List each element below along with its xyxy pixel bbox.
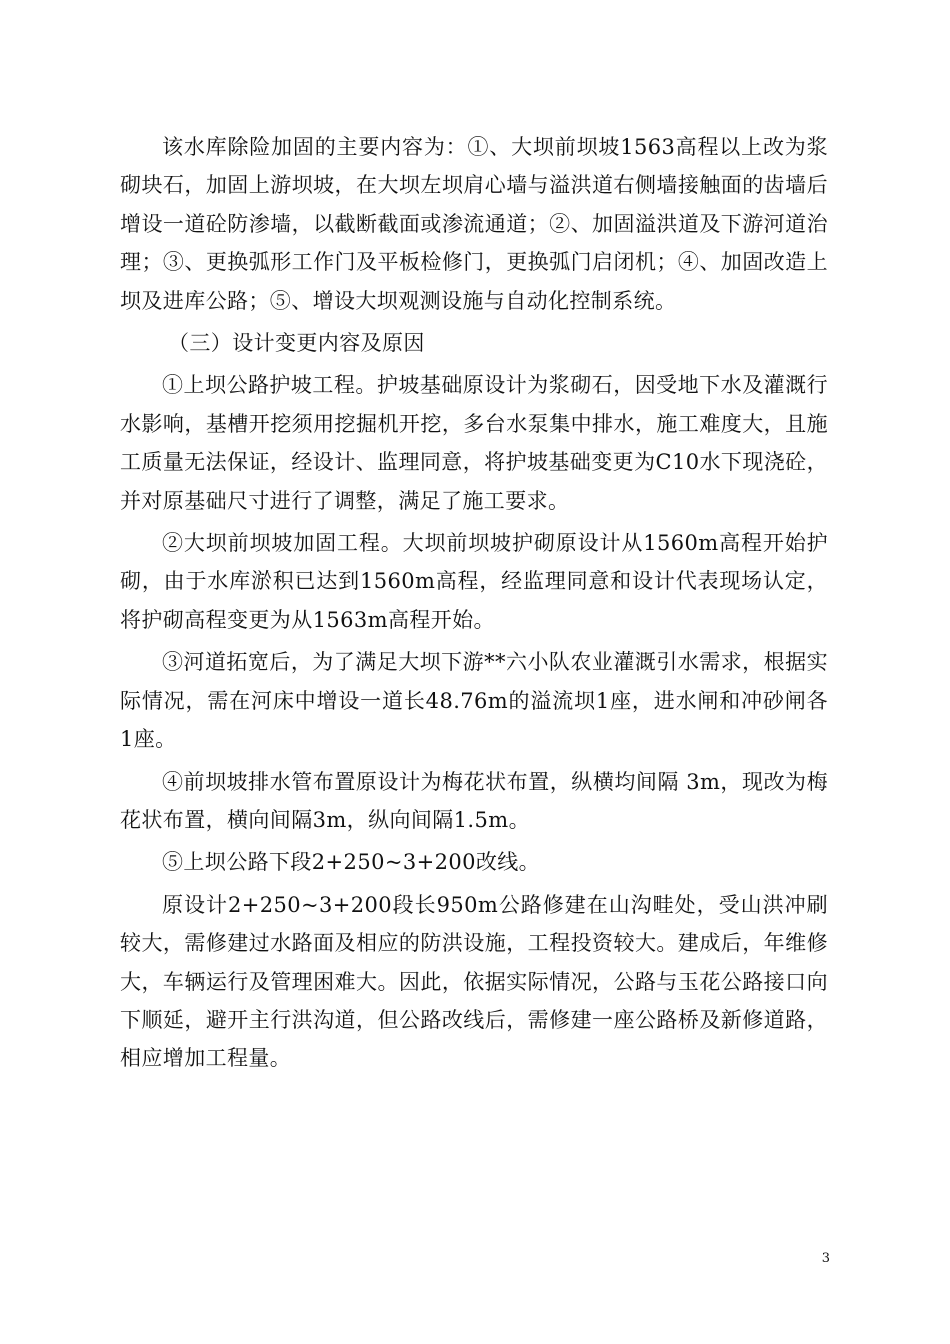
paragraph-item-5-detail: 原设计2+250~3+200段长950m公路修建在山沟畦处，受山洪冲刷较大，需修建过水路面及相应的防洪设施，工程投资较大。建成后，年维修大，车辆运行及管理困难大。因此，依据实际情况，公路与玉花公路接口向下顺延，避开主行洪沟道，但公路改线后，需修建一座公路桥及新修道路，相应增加工程量。 bbox=[120, 892, 828, 1071]
section-heading-design-change: （三）设计变更内容及原因 bbox=[168, 331, 425, 356]
paragraph-item-5: ⑤上坝公路下段2+250~3+200改线。 bbox=[162, 850, 541, 875]
paragraph-item-3: ③河道拓宽后，为了满足大坝下游**六小队农业灌溉引水需求，根据实际情况，需在河床中增设一道长48.76m的溢流坝1座，进水闸和冲砂闸各1座。 bbox=[120, 650, 828, 752]
paragraph-main-content: 该水库除险加固的主要内容为：①、大坝前坝坡1563高程以上改为浆砌块石，加固上游坝坡，在大坝左坝肩心墙与溢洪道右侧墙接触面的齿墙后增设一道砼防渗墙，以截断截面或渗流通道；②、加固溢洪道及下游河道治理；③、更换弧形工作门及平板检修门，更换弧门启闭机；④、加固改造上坝及进库公路；⑤、增设大坝观测设施与自动化控制系统。 bbox=[120, 135, 828, 313]
paragraph-item-2: ②大坝前坝坡加固工程。大坝前坝坡护砌原设计从1560m高程开始护砌，由于水库淤积已达到1560m高程，经监理同意和设计代表现场认定，将护砌高程变更为从1563m高程开始。 bbox=[120, 531, 828, 632]
paragraph-item-1: ①上坝公路护坡工程。护坡基础原设计为浆砌石，因受地下水及灌溉行水影响，基槽开挖须用挖掘机开挖，多台水泵集中排水，施工难度大，且施工质量无法保证，经设计、监理同意，将护坡基础变更为C10水下现浇砼，并对原基础尺寸进行了调整，满足了施工要求。 bbox=[120, 373, 828, 513]
document-body bbox=[120, 128, 828, 1082]
paragraph-item-4: ④前坝坡排水管布置原设计为梅花状布置，纵横均间隔 3m，现改为梅花状布置，横向间隔3m，纵向间隔1.5m。 bbox=[120, 769, 828, 832]
page-number: 3 bbox=[821, 1251, 830, 1266]
